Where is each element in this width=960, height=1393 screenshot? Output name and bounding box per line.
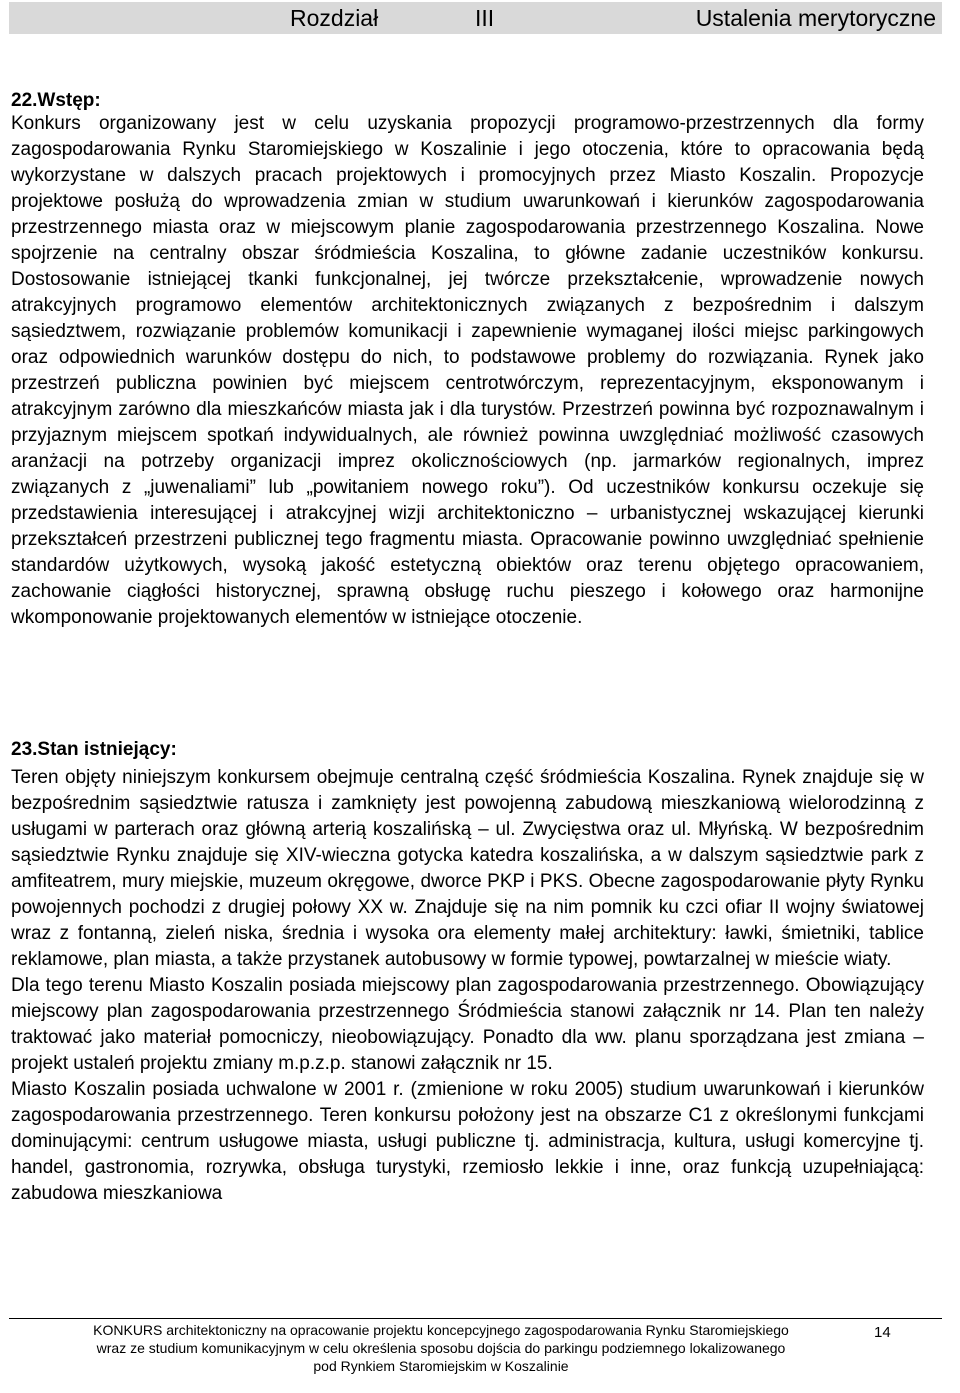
chapter-number: III (475, 5, 495, 31)
footer-line-3: pod Rynkiem Staromiejskim w Koszalinie (313, 1358, 569, 1374)
section-22-heading: 22.Wstęp: (11, 90, 101, 111)
page-footer (11, 1321, 871, 1375)
chapter-header (9, 2, 942, 34)
section-23-paragraph-3: Miasto Koszalin posiada uchwalone w 2001 r. (zmienione w roku 2005) studium uwarunkowań i kierunków zagospodarowania przestrzennego. Teren konkursu położony jest na obszarze C1 z określonymi funkcjami dominującymi: centrum usługowe miasta, usługi publiczne tj. administracja, kultura, usługi komercyjne tj. handel, gastronomia, rozrywka, obsługa turystyki, rzemiosło lekkie i inne, oraz funkcją uzupełniającą: zabudowa mieszkaniowa (11, 1079, 924, 1204)
section-22-text: Konkurs organizowany jest w celu uzyskania propozycji programowo-przestrzennych dla formy zagospodarowania Rynku Staromiejskiego w Koszalinie i jego otoczenia, które to opracowania będą wykorzystane w dalszych pracach projektowych i promocyjnych przez Miasto Koszalin. Propozycje projektowe posłużą do wprowadzenia zmian w studium uwarunkowań i kierunków zagospodarowania przestrzennego miasta oraz w miejscowym planie zagospodarowania przestrzennego Koszalina. Nowe spojrzenie na centralny obszar śródmieścia Koszalina, to główne zadanie uczestników konkursu. Dostosowanie istniejącej tkanki funkcjonalnej, jej twórcze przekształcenie, wprowadzenie nowych atrakcyjnych programowo elementów architektonicznych związanych z bezpośrednim i dalszym sąsiedztwem, rozwiązanie problemów komunikacji i zapewnienie wymaganej ilości miejsc parkingowych oraz odpowiednich warunków dostępu do nich, to podstawowe problemy do rozwiązania. Rynek jako przestrzeń publiczna powinien być miejscem centrotwórczym, reprezentacyjnym, eksponowanym i atrakcyjnym zarówno dla mieszkańców miasta jak i dla turystów. Przestrzeń powinna być rozpoznawalnym i przyjaznym miejscem spotkań indywidualnych, ale również powinna uwzględniać możliwość czasowych aranżacji na potrzeby organizacji imprez okolicznościowych (np. jarmarków regionalnych, imprez związanych z „juwenaliami” lub „powitaniem nowego roku”). Od uczestników konkursu oczekuje się przedstawienia interesującej i atrakcyjnej wizji architektoniczno – urbanistycznej wskazującej kierunki przekształceń przestrzeni publicznej tego fragmentu miasta. Opracowanie powinno uwzględniać spełnienie standardów użytkowych, wysoką jakość estetyczną obiektów oraz terenu objętego opracowaniem, zachowanie ciągłości historycznej, sprawną obsługę ruchu pieszego i kołowego oraz harmonijne wkomponowanie projektowanych elementów w istniejące otoczenie. (11, 113, 924, 628)
section-23-heading: 23.Stan istniejący: (11, 739, 177, 760)
section-23-paragraph-1: Teren objęty niniejszym konkursem obejmuje centralną część śródmieścia Koszalina. Rynek znajduje się w bezpośrednim sąsiedztwie ratusza i zamknięty jest powojenną zabudową mieszkaniową wielorodzinną z usługami w parterach oraz główną arterią koszalińską – ul. Zwycięstwa oraz ul. Młyńską. W bezpośrednim sąsiedztwie Rynku znajduje się XIV-wieczna gotycka katedra koszalińska, a w dalszym sąsiedztwie park z amfiteatrem, mury miejskie, muzeum okręgowe, dworce PKP i PKS. Obecne zagospodarowanie płyty Rynku powojennych pochodzi z drugiej połowy XX w. Znajduje się na nim pomnik ku czci ofiar II wojny światowej wraz z fontanną, zieleń niska, średnia i wysoka ora elementy małej architektury: ławki, śmietniki, tablice reklamowe, plan miasta, a także przystanek autobusowy w formie typowej, powtarzalnej w mieście wiaty. (11, 767, 924, 970)
footer-line-2: wraz ze studium komunikacyjnym w celu określenia sposobu dojścia do parkingu podziemnego lokalizowanego (96, 1340, 786, 1356)
footer-divider (9, 1318, 942, 1319)
page-number: 14 (874, 1324, 891, 1341)
chapter-label: Rozdział (290, 5, 379, 31)
section-23-paragraph-2: Dla tego terenu Miasto Koszalin posiada miejscowy plan zagospodarowania przestrzennego. Obowiązujący miejscowy plan zagospodarowania przestrzennego Śródmieścia stanowi załącznik nr 14. Plan ten należy traktować jako materiał pomocniczy, nieobowiązujący. Ponadto dla ww. planu sporządzana jest zmiana – projekt ustaleń projektu zmiany m.p.z.p. stanowi załącznik nr 15. (11, 975, 924, 1074)
chapter-title: Ustalenia merytoryczne (695, 5, 936, 31)
section-23-body (11, 765, 924, 1207)
footer-line-1: KONKURS architektoniczny na opracowanie projektu koncepcyjnego zagospodarowania Rynku Staromiejskiego (93, 1322, 789, 1338)
